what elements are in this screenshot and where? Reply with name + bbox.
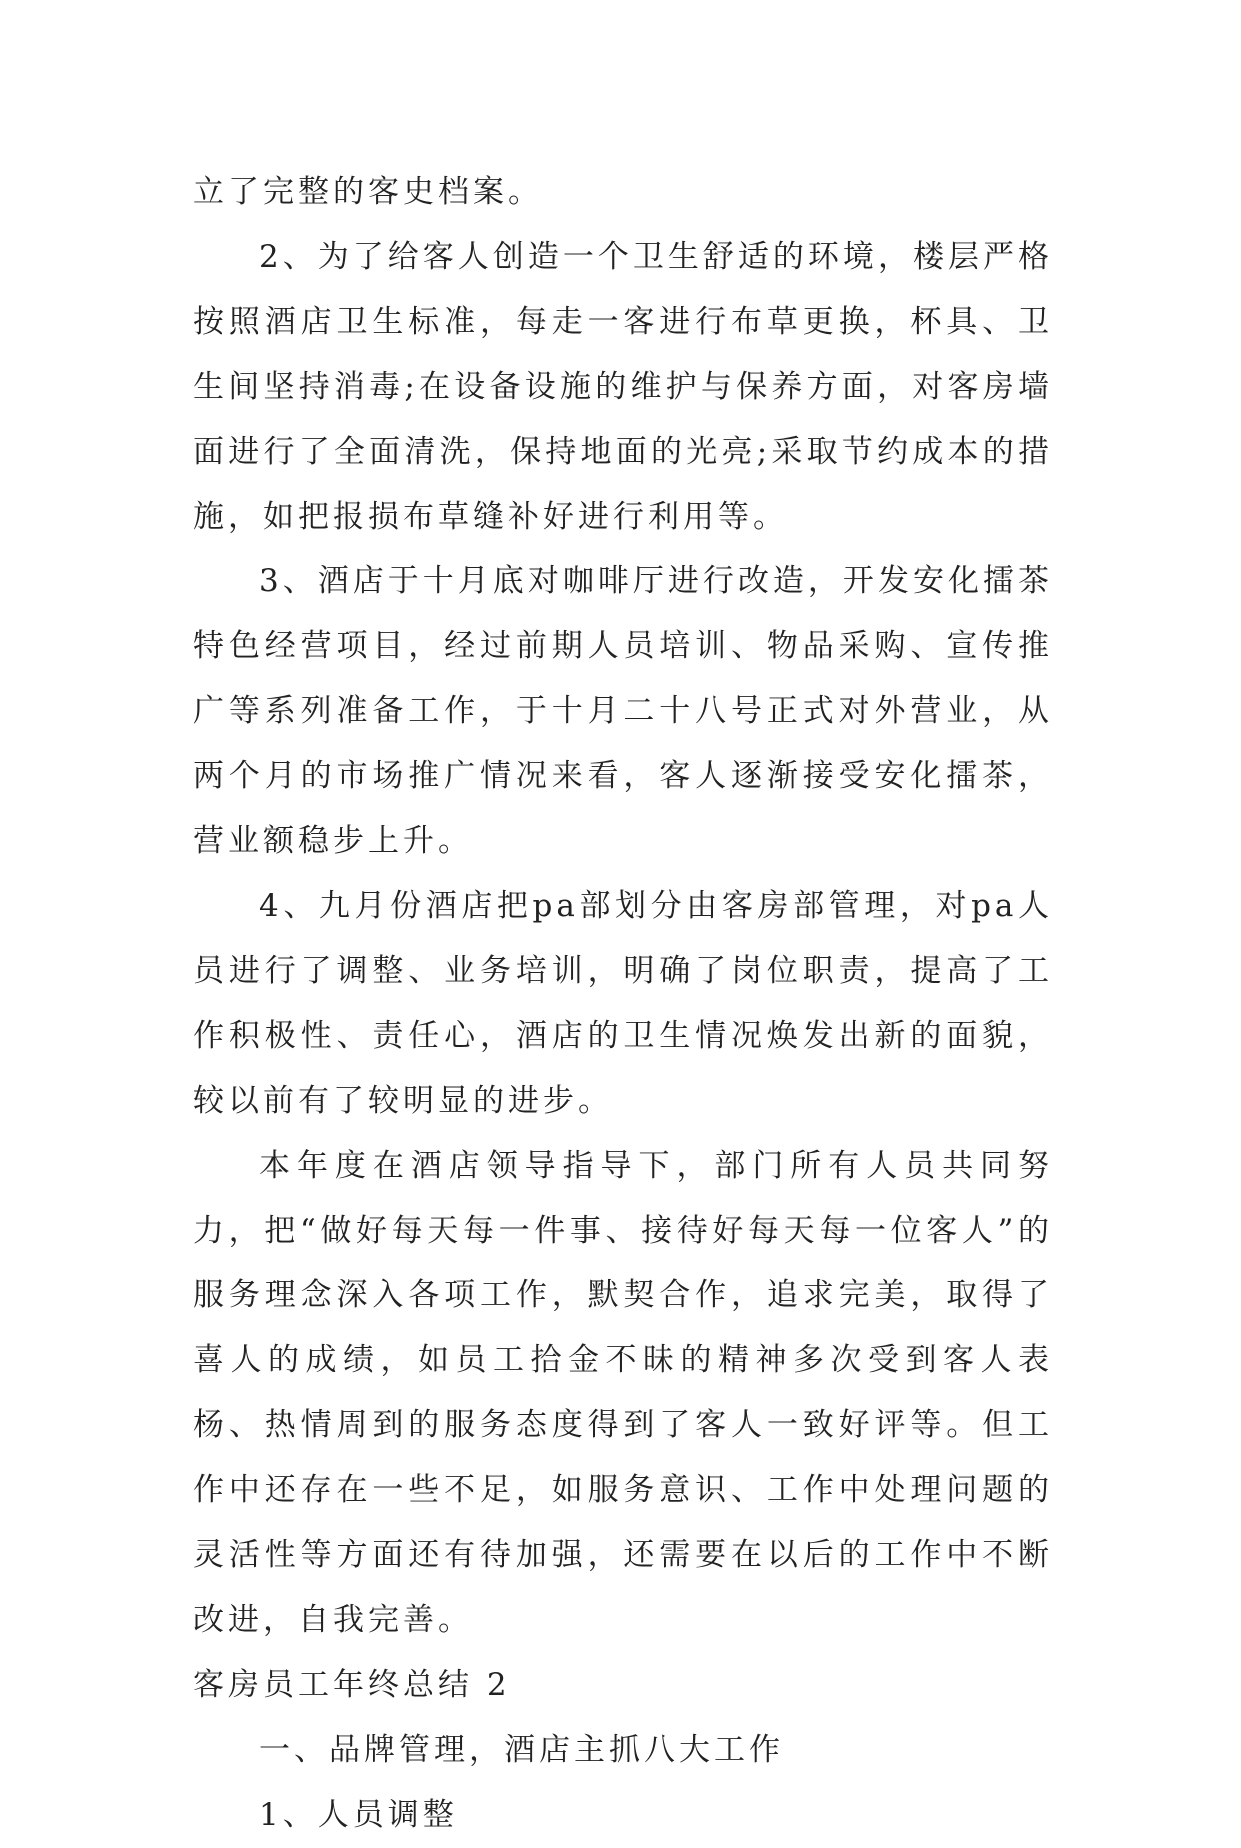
- list-item-heading: 1、人员调整: [259, 1796, 458, 1833]
- paragraph-item-4: 4、九月份酒店把pa部划分由客房部管理，对pa人员进行了调整、业务培训，明确了岗位职责，提高了工作积极性、责任心，酒店的卫生情况焕发出新的面貌，较以前有了较明显的进步。: [193, 887, 1053, 1119]
- paragraph-item-2: 2、为了给客人创造一个卫生舒适的环境，楼层严格按照酒店卫生标准，每走一客进行布草更换，杯具、卫生间坚持消毒;在设备设施的维护与保养方面，对客房墙面进行了全面清洗，保持地面的光亮;采取节约成本的措施，如把报损布草缝补好进行利用等。: [193, 238, 1053, 535]
- subheading: 一、品牌管理，酒店主抓八大工作: [259, 1731, 784, 1768]
- paragraph-item-3: 3、酒店于十月底对咖啡厅进行改造，开发安化擂茶特色经营项目，经过前期人员培训、物品采购、宣传推广等系列准备工作，于十月二十八号正式对外营业，从两个月的市场推广情况来看，客人逐渐接受安化擂茶，营业额稳步上升。: [193, 563, 1053, 860]
- document-body: [193, 160, 1053, 1848]
- paragraph-summary: 本年度在酒店领导指导下，部门所有人员共同努力，把“做好每天每一件事、接待好每天每一位客人”的服务理念深入各项工作，默契合作，追求完美，取得了喜人的成绩，如员工拾金不昧的精神多次受到客人表杨、热情周到的服务态度得到了客人一致好评等。但工作中还存在一些不足，如服务意识、工作中处理问题的灵活性等方面还有待加强，还需要在以后的工作中不断改进，自我完善。: [193, 1147, 1053, 1638]
- paragraph-continuation: 立了完整的客史档案。: [193, 174, 543, 210]
- section-title: 客房员工年终总结 2: [193, 1666, 511, 1703]
